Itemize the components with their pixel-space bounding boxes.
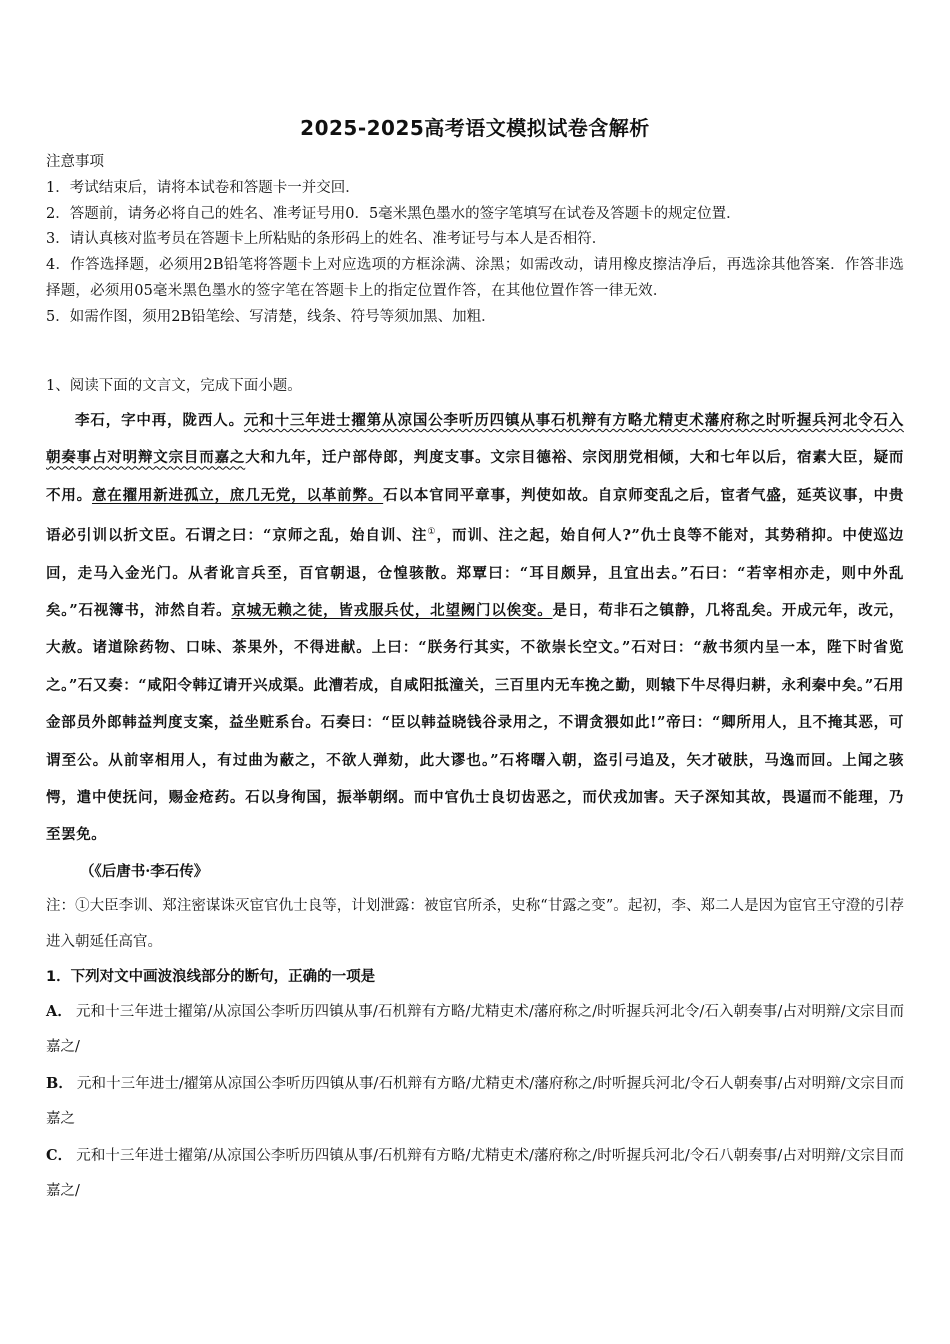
underlined-sentence: 意在擢用新进孤立，庶几无党，以革前弊。 — [91, 486, 384, 504]
option-letter: B． — [46, 1074, 73, 1092]
question-stem: 1．下列对文中画波浪线部分的断句，正确的一项是 — [46, 968, 376, 985]
question-group-heading: 1、阅读下面的文言文，完成下面小题。 — [46, 378, 302, 394]
notice-item: 1．考试结束后，请将本试卷和答题卡一并交回． — [46, 179, 360, 196]
underlined-sentence: 京城无赖之徒，皆戎服兵仗，北望阙门以俟变。 — [231, 602, 553, 620]
passage-text: 石以本官同平章事，判使如故。自京师变乱之后，宦者气盛，延英议事，中贵语必引训以折文臣。石谓之曰：“京师之乱，始自训、注 — [46, 486, 904, 545]
notice-item: 5．如需作图，须用2B铅笔绘、写清楚，线条、符号等须加黑、加粗． — [46, 308, 496, 325]
passage-text: 是日，苟非石之镇静，几将乱矣。开成元年，改元，大赦。诸道除药物、口味、茶果外，不得进献。上曰：“朕务行其实，不欲崇长空文。”石对曰：“赦书须内呈一本，陛下时省览之。”石又奏：“咸阳令韩辽请开兴成渠。此漕若成，自咸阳抵潼关，三百里内无车挽之勤，则辕下牛尽得归耕，永利秦中矣。”石用金部员外郎韩益判度支案，益坐赃系台。石奏曰：“臣以韩益晓钱谷录用之，不谓贪猥如此!”帝曰：“卿所用人，且不掩其恶，可谓至公。从前宰相用人，有过曲为蔽之，不欲人弹劾，此大谬也。”石将曙入朝，盗引弓追及，矢才破肤，马逸而回。上闻之骇愕，遣中使抚问，赐金疮药。石以身徇国，振举朝纲。而中官仇士良切齿恶之，而伏戎加害。天子深知其故，畏逼而不能理，乃至罢免。 — [46, 602, 904, 844]
footnote-marker: ① — [427, 527, 437, 538]
passage-source: （《后唐书·李石传》 — [80, 862, 209, 880]
option-a[interactable] — [46, 994, 904, 1066]
option-text: 元和十三年进士擢第/从凉国公李听历四镇从事/石机辩有方略/尤精吏术/藩府称之/时听握兵河北令/石入朝奏事/占对明辩/文宗目而嘉之/ — [46, 1003, 904, 1056]
footnote: 注：①大臣李训、郑注密谋诛灭宦官仇士良等，计划泄露：被宦官所杀，史称“甘露之变”。起初，李、郑二人是因为宦官王守澄的引荐进入朝延任高官。 — [46, 897, 904, 950]
notice-item: 4．作答选择题，必须用2B铅笔将答题卡上对应选项的方框涂满、涂黑；如需改动，请用橡皮擦洁净后，再选涂其他答案．作答非选择题，必须用05毫米黑色墨水的签字笔在答题卡上的指定位置作答，在其他位置作答一律无效． — [46, 257, 904, 299]
passage-text: 大和九年，迁户部侍郎，判度支事。文宗目德裕、宗闵朋党相倾，大和七年以后，宿素大臣，疑而不用。 — [46, 449, 904, 504]
page-title: 2025-2025高考语文模拟试卷含解析 — [300, 116, 650, 140]
wavy-underlined-text: 元和十三年进士擢第从凉国公李听历四镇从事石机辩有方略尤精吏术藩府称之时听握兵河北令石入朝奏事占对明辩文宗目而嘉之 — [46, 412, 904, 467]
option-text: 元和十三年进士/擢第从凉国公李听历四镇从事/石机辩有方略/尤精吏术/藩府称之/时听握兵河北/令石人朝奏事/占对明辩/文宗目而嘉之 — [46, 1075, 904, 1128]
option-letter: C． — [46, 1146, 73, 1164]
passage-text: ，而训、注之起，始自何人?”仇士良等不能对，其势稍抑。中使巡边回，走马入金光门。从者讹言兵至，百官朝退，仓惶骇散。郑覃曰：“耳目颇异，且宜出去。”石曰：“若宰相亦走，则中外乱矣。”石视簿书，沛然自若。 — [46, 527, 904, 620]
option-text: 元和十三年进士擢第/从凉国公李听历四镇从事/石机辩有方略/尤精吏术/藩府称之/时听握兵河北/令石八朝奏事/占对明辩/文宗目而嘉之/ — [46, 1147, 904, 1200]
classical-passage — [46, 402, 904, 854]
notice-heading: 注意事项 — [46, 154, 104, 170]
question-group — [46, 374, 904, 1210]
option-b[interactable] — [46, 1066, 904, 1138]
notice-item: 3．请认真核对监考员在答题卡上所粘贴的条形码上的姓名、准考证号与本人是否相符． — [46, 231, 607, 248]
notice-section — [46, 150, 904, 331]
passage-text: 李石，字中再，陇西人。 — [75, 412, 244, 429]
option-letter: A． — [46, 1002, 72, 1020]
notice-item: 2．答题前，请务必将自己的姓名、准考证号用0．5毫米黑色墨水的签字笔填写在试卷及答题卡的规定位置． — [46, 205, 741, 222]
option-c[interactable] — [46, 1138, 904, 1210]
